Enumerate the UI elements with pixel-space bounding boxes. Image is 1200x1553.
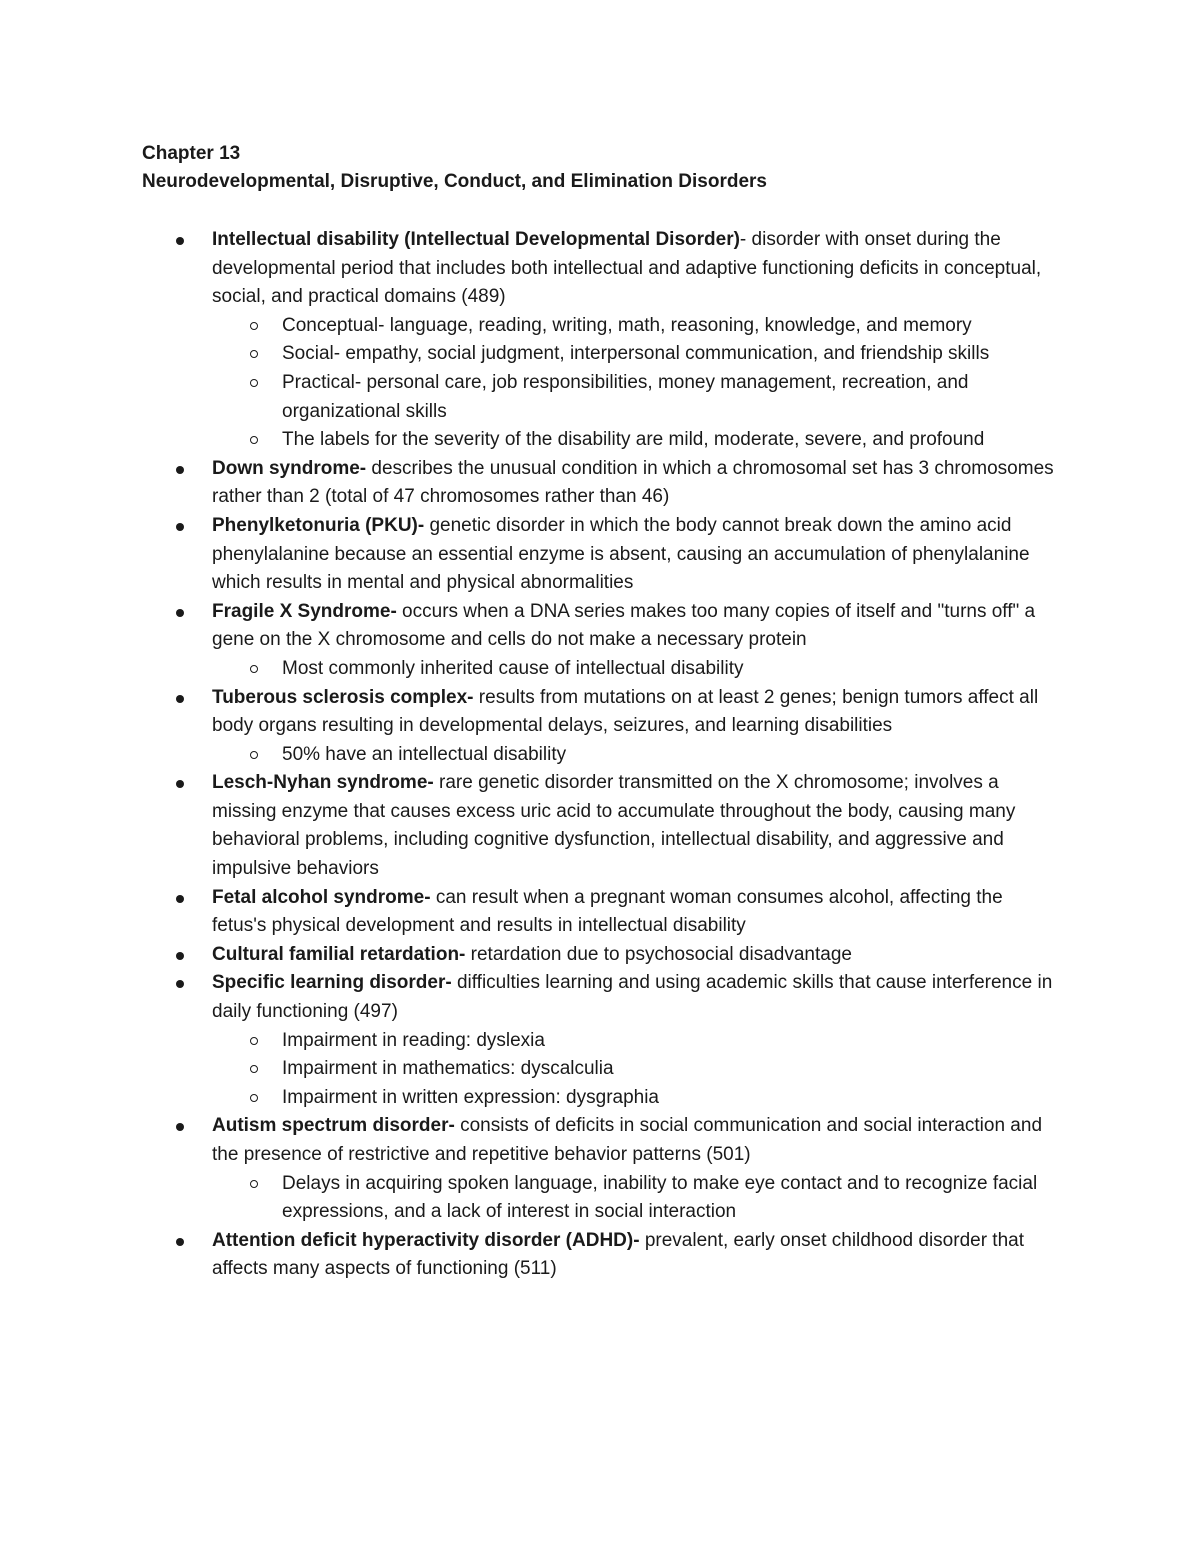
bullet-icon — [176, 695, 184, 703]
list-item — [142, 226, 1062, 455]
list-item — [142, 1227, 1062, 1284]
term-definition: can result when a pregnant woman consumes alcohol, affecting the fetus's physical development and results in intellectual disability — [212, 886, 1003, 937]
hollow-bullet-icon — [250, 1037, 258, 1045]
sub-item-text: Impairment in written expression: dysgraphia — [282, 1086, 660, 1108]
term-label: Fragile X Syndrome- — [212, 600, 397, 622]
term-definition: results from mutations on at least 2 genes; benign tumors affect all body organs resulting in developmental delays, seizures, and learning disabilities — [212, 686, 1039, 737]
hollow-bullet-icon — [250, 1065, 258, 1073]
sub-list-item — [212, 340, 1062, 369]
term-definition: prevalent, early onset childhood disorder that affects many aspects of functioning (511) — [212, 1229, 1024, 1280]
sub-list — [212, 741, 1062, 770]
list-item — [142, 512, 1062, 598]
term-label: Lesch-Nyhan syndrome- — [212, 772, 434, 794]
sub-item-text: Social- empathy, social judgment, interpersonal communication, and friendship skills — [282, 343, 990, 365]
sub-list-item — [212, 1055, 1062, 1084]
term-definition: genetic disorder in which the body cannot break down the amino acid phenylalanine because an essential enzyme is absent, causing an accumulation of phenylalanine which results in mental and physical abnormalities — [212, 514, 1030, 594]
bullet-icon — [176, 980, 184, 988]
sub-list-item — [212, 1084, 1062, 1113]
sub-list — [212, 1170, 1062, 1227]
list-item — [142, 941, 1062, 970]
hollow-bullet-icon — [250, 751, 258, 759]
term-label: Fetal alcohol syndrome- — [212, 886, 431, 908]
term-label: Autism spectrum disorder- — [212, 1115, 455, 1137]
hollow-bullet-icon — [250, 379, 258, 387]
term-label: Specific learning disorder- — [212, 972, 452, 994]
term-definition: consists of deficits in social communication and social interaction and the presence of restrictive and repetitive behavior patterns (501) — [212, 1115, 1043, 1165]
sub-item-text: Impairment in mathematics: dyscalculia — [282, 1058, 614, 1080]
sub-item-text: 50% have an intellectual disability — [282, 743, 567, 765]
sub-item-text: The labels for the severity of the disability are mild, moderate, severe, and profound — [282, 429, 985, 451]
bullet-icon — [176, 523, 184, 531]
bullet-icon — [176, 1238, 184, 1246]
sub-item-text: Impairment in reading: dyslexia — [282, 1029, 545, 1051]
term-definition: difficulties learning and using academic skills that cause interference in daily functioning (497) — [212, 972, 1053, 1023]
sub-list-item — [212, 426, 1062, 455]
hollow-bullet-icon — [250, 350, 258, 358]
chapter-title: Chapter 13 — [142, 143, 241, 164]
term-label: Tuberous sclerosis complex- — [212, 686, 474, 708]
term-label: Cultural familial retardation- — [212, 943, 466, 965]
term-definition: retardation due to psychosocial disadvantage — [465, 943, 852, 965]
sub-list-item — [212, 1027, 1062, 1056]
sub-item-text: Conceptual- language, reading, writing, math, reasoning, knowledge, and memory — [282, 314, 972, 336]
term-definition: - disorder with onset during the developmental period that includes both intellectual and adaptive functioning deficits in conceptual, social, and practical domains (489) — [212, 229, 1042, 308]
term-definition: describes the unusual condition in which a chromosomal set has 3 chromosomes rather than 2 (total of 47 chromosomes rather than 46) — [212, 457, 1054, 508]
term-definition: rare genetic disorder transmitted on the X chromosome; involves a missing enzyme that causes excess uric acid to accumulate throughout the body, causing many behavioral problems, including cognitive dysfunction, intellectual disability, and aggressive and impulsive behaviors — [212, 772, 1016, 880]
bullet-icon — [176, 780, 184, 788]
disorder-list — [142, 226, 1062, 1284]
chapter-subtitle: Neurodevelopmental, Disruptive, Conduct, and Elimination Disorders — [142, 171, 767, 192]
bullet-icon — [176, 952, 184, 960]
term-label: Intellectual disability (Intellectual Developmental Disorder) — [212, 229, 740, 250]
sub-item-text: Delays in acquiring spoken language, inability to make eye contact and to recognize facial expressions, and a lack of interest in social interaction — [282, 1172, 1038, 1223]
term-label: Down syndrome- — [212, 457, 367, 479]
list-item — [142, 455, 1062, 512]
list-item — [142, 684, 1062, 770]
list-item — [142, 969, 1062, 1112]
list-item — [142, 1112, 1062, 1226]
hollow-bullet-icon — [250, 322, 258, 330]
hollow-bullet-icon — [250, 436, 258, 444]
sub-list-item — [212, 312, 1062, 341]
hollow-bullet-icon — [250, 1180, 258, 1188]
list-item — [142, 769, 1062, 883]
sub-list-item — [212, 655, 1062, 684]
sub-list-item — [212, 369, 1062, 426]
term-label: Phenylketonuria (PKU)- — [212, 514, 425, 536]
bullet-icon — [176, 609, 184, 617]
sub-list-item — [212, 741, 1062, 770]
list-item — [142, 884, 1062, 941]
term-label: Attention deficit hyperactivity disorder (ADHD)- — [212, 1229, 640, 1251]
sub-item-text: Practical- personal care, job responsibilities, money management, recreation, and organizational skills — [282, 371, 969, 422]
term-definition: occurs when a DNA series makes too many copies of itself and "turns off" a gene on the X chromosome and cells do not make a necessary protein — [212, 600, 1036, 651]
sub-list — [212, 655, 1062, 684]
sub-list — [212, 312, 1062, 455]
bullet-icon — [176, 895, 184, 903]
hollow-bullet-icon — [250, 1094, 258, 1102]
sub-list-item — [212, 1170, 1062, 1227]
sub-item-text: Most commonly inherited cause of intellectual disability — [282, 657, 744, 679]
bullet-icon — [176, 1123, 184, 1131]
bullet-icon — [176, 466, 184, 474]
list-item — [142, 598, 1062, 684]
bullet-icon — [176, 237, 184, 245]
sub-list — [212, 1027, 1062, 1113]
hollow-bullet-icon — [250, 665, 258, 673]
